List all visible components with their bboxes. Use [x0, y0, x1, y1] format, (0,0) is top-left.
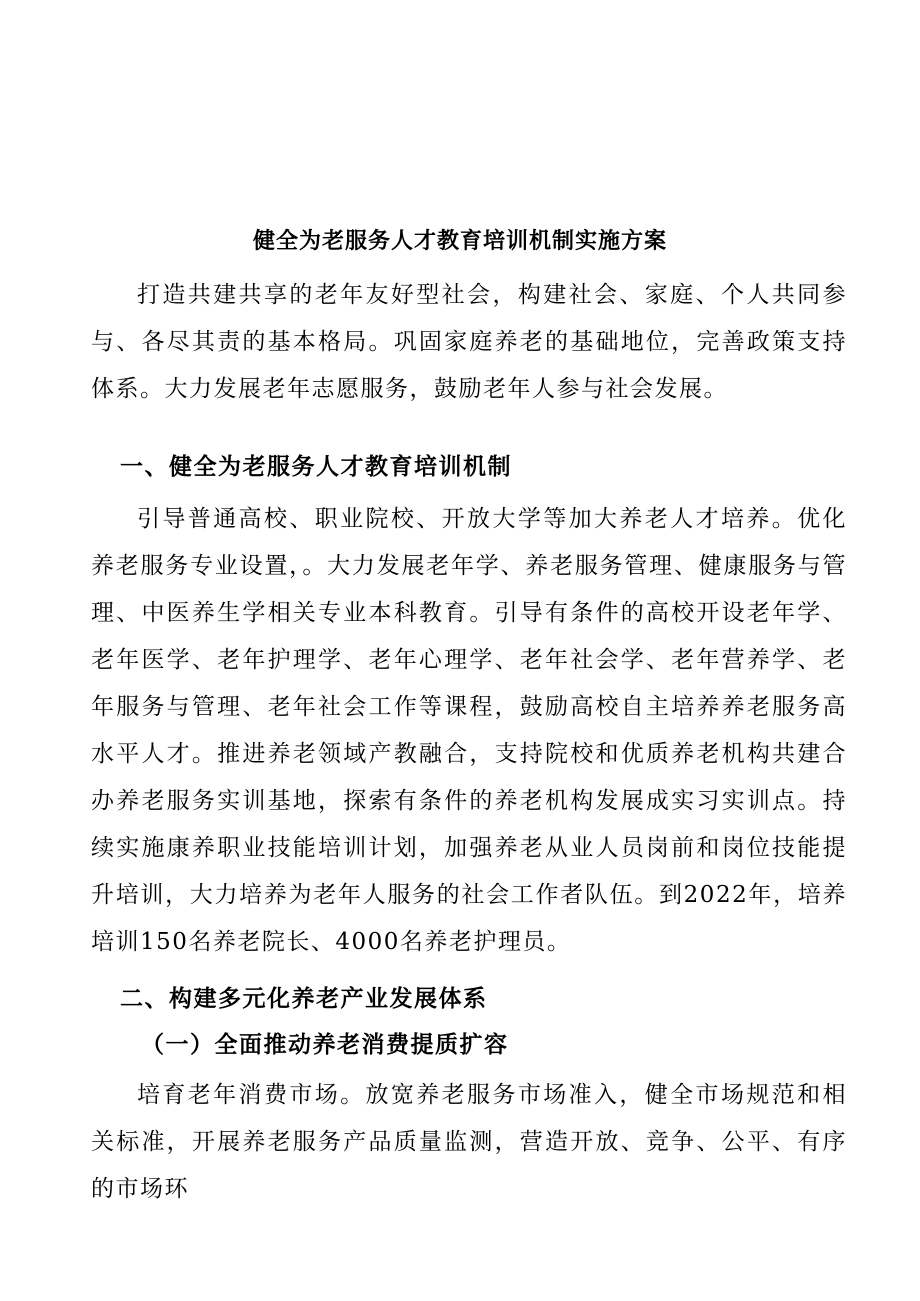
document-title: 健全为老服务人才教育培训机制实施方案 — [252, 228, 667, 254]
section-2-paragraph: 培育老年消费市场。放宽养老服务市场准入，健全市场规范和相关标准，开展养老服务产品质量监测，营造开放、竞争、公平、有序的市场环 — [91, 1082, 847, 1202]
section-1-paragraph: 引导普通高校、职业院校、开放大学等加大养老人才培养。优化养老服务专业设置，。大力发展老年学、养老服务管理、健康服务与管理、中医养生学相关专业本科教育。引导有条件的高校开设老年学、老年医学、老年护理学、老年心理学、老年社会学、老年营养学、老年服务与管理、老年社会工作等课程，鼓励高校自主培养养老服务高水平人才。推进养老领域产教融合，支持院校和优质养老机构共建合办养老服务实训基地，探索有条件的养老机构发展成实习实训点。持续实施康养职业技能培训计划，加强养老从业人员岗前和岗位技能提升培训，大力培养为老年人服务的社会工作者队伍。到2022年，培养培训150名养老院长、4000名养老护理员。 — [91, 506, 847, 955]
section-1-heading: 一、健全为老服务人才教育培训机制 — [120, 453, 512, 480]
intro-paragraph: 打造共建共享的老年友好型社会，构建社会、家庭、个人共同参与、各尽其责的基本格局。巩固家庭养老的基础地位，完善政策支持体系。大力发展老年志愿服务，鼓励老年人参与社会发展。 — [91, 282, 847, 402]
section-2-subheading: （一）全面推动养老消费提质扩容 — [141, 1031, 509, 1058]
section-2-heading: 二、构建多元化养老产业发展体系 — [120, 985, 488, 1012]
